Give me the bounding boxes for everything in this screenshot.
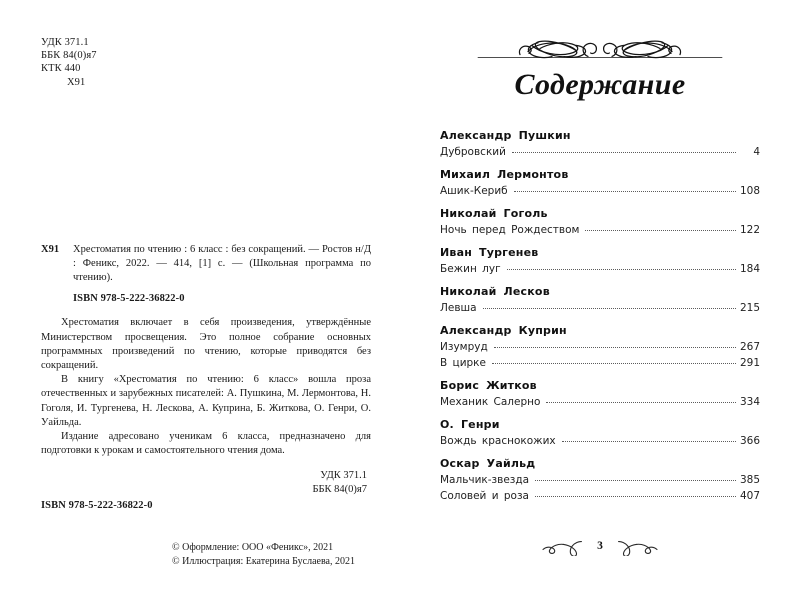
toc-author-group: [440, 457, 760, 504]
toc-entry[interactable]: [440, 355, 760, 371]
author-sigla: Х91: [67, 76, 86, 88]
isbn-footer: ISBN 978-5-222-36822-0: [41, 500, 153, 511]
toc-author-name: Александр Куприн: [440, 324, 567, 337]
udk-code: УДК 371.1: [41, 37, 89, 48]
toc-entry[interactable]: [440, 261, 760, 277]
toc-entry-title: Бежин луг: [440, 262, 501, 275]
toc-entry-title: Ашик-Кериб: [440, 184, 508, 197]
toc-entry-title: Соловей и роза: [440, 489, 529, 502]
toc-leader-dots: [483, 308, 736, 309]
toc-author-group: [440, 246, 760, 277]
toc-entry[interactable]: [440, 339, 760, 355]
toc-author-name: О. Генри: [440, 418, 500, 431]
toc-entry-title: Механик Салерно: [440, 395, 541, 408]
toc-leader-dots: [535, 496, 736, 497]
udk-code-footer: УДК 371.1: [320, 470, 367, 482]
toc-entry[interactable]: [440, 300, 760, 316]
toc-author-group: [440, 207, 760, 238]
toc-leader-dots: [585, 230, 735, 231]
annotation-paragraph: Издание адресовано ученикам 6 класса, предназначено для подготовки к урокам и самостоятельного чтения дома.: [41, 431, 371, 457]
toc-author-name: Иван Тургенев: [440, 246, 539, 259]
toc-page-number: 366: [739, 434, 760, 447]
annotation-block: [41, 316, 371, 458]
contents-header: [400, 32, 800, 102]
toc-leader-dots: [514, 191, 736, 192]
right-page-contents: [400, 0, 800, 599]
copyright-illustration: © Иллюстрация: Екатерина Буслаева, 2021: [172, 555, 355, 567]
toc-page-number: 108: [739, 184, 760, 197]
copyright-design: © Оформление: ООО «Феникс», 2021: [172, 542, 334, 553]
isbn-primary: ISBN 978-5-222-36822-0: [73, 293, 185, 305]
page-title: Содержание: [514, 68, 686, 101]
toc-leader-dots: [494, 347, 736, 348]
copyright-block: [172, 541, 355, 568]
annotation-paragraph: В книгу «Хрестоматия по чтению: 6 класс» вошла проза отечественных и зарубежных писателей: А. Пушкина, М. Лермонтова, Н. Гоголя, И. Тургенева, Н. Лескова, А. Куприна, Б. Житкова, О. Генри, О. Уайльда.: [41, 374, 371, 428]
page-number: 3: [597, 540, 603, 552]
toc-author-name: Александр Пушкин: [440, 129, 571, 142]
toc-author-name: Оскар Уайльд: [440, 457, 536, 470]
bbk-code: ББК 84(0)я7: [41, 50, 97, 62]
toc-page-number: 385: [739, 473, 760, 486]
toc-leader-dots: [535, 480, 736, 481]
toc-entry-title: Ночь перед Рождеством: [440, 223, 580, 236]
mirrored-curl-ornament-right: [617, 536, 659, 556]
mirrored-curl-ornament-left: [541, 536, 583, 556]
toc-entry-title: Изумруд: [440, 340, 488, 353]
toc-page-number: 4: [753, 145, 760, 158]
page-footer: [400, 536, 800, 556]
toc-author-name: Михаил Лермонтов: [440, 168, 569, 181]
cip-record-block: [41, 243, 371, 496]
toc-page-number: 267: [739, 340, 760, 353]
toc-author-group: [440, 418, 760, 449]
toc-leader-dots: [507, 269, 736, 270]
toc-author-name: Борис Житков: [440, 379, 537, 392]
toc-leader-dots: [546, 402, 736, 403]
toc-entry-title: Вождь краснокожих: [440, 434, 556, 447]
toc-entry[interactable]: [440, 222, 760, 238]
toc-entry[interactable]: [440, 433, 760, 449]
udk-footer-block: [41, 469, 371, 496]
cip-sigla: Х91: [41, 244, 60, 255]
toc-leader-dots: [492, 363, 736, 364]
toc-entry[interactable]: [440, 394, 760, 410]
toc-page-number: 407: [739, 489, 760, 502]
toc-entry[interactable]: [440, 183, 760, 199]
toc-entry[interactable]: [440, 488, 760, 504]
toc-entry[interactable]: [440, 472, 760, 488]
toc-author-name: Николай Гоголь: [440, 207, 548, 220]
toc-author-group: [440, 285, 760, 316]
toc-author-group: [440, 129, 760, 160]
toc-author-group: [440, 324, 760, 371]
toc-author-name: Николай Лесков: [440, 285, 550, 298]
scrollwork-divider-ornament: [476, 32, 724, 66]
classifier-codes-block: [41, 36, 97, 89]
toc-page-number: 215: [739, 301, 760, 314]
toc-entry-title: В цирке: [440, 356, 486, 369]
toc-author-group: [440, 379, 760, 410]
cip-row: [41, 243, 371, 284]
toc-leader-dots: [512, 152, 736, 153]
table-of-contents: [440, 129, 760, 504]
toc-page-number: 334: [739, 395, 760, 408]
toc-author-group: [440, 168, 760, 199]
bbk-code-footer: ББК 84(0)я7: [312, 483, 367, 495]
annotation-paragraph: Хрестоматия включает в себя произведения, утверждённые Министерством просвещения. Это полное собрание основных программных произведений по чтению, которые приводятся без сокращений.: [41, 317, 371, 371]
toc-page-number: 184: [739, 262, 760, 275]
toc-entry-title: Левша: [440, 301, 477, 314]
ktk-code: КТК 440: [41, 63, 81, 75]
toc-leader-dots: [562, 441, 736, 442]
cip-description: Хрестоматия по чтению : 6 класс : без сокращений. — Ростов н/Д : Феникс, 2022. — 414, [1] с. — (Школьная программа по чтению).: [73, 244, 371, 283]
toc-entry-title: Мальчик-звезда: [440, 473, 530, 486]
toc-entry-title: Дубровский: [440, 145, 506, 158]
toc-page-number: 291: [739, 356, 760, 369]
toc-entry[interactable]: [440, 144, 760, 160]
toc-page-number: 122: [739, 223, 760, 236]
